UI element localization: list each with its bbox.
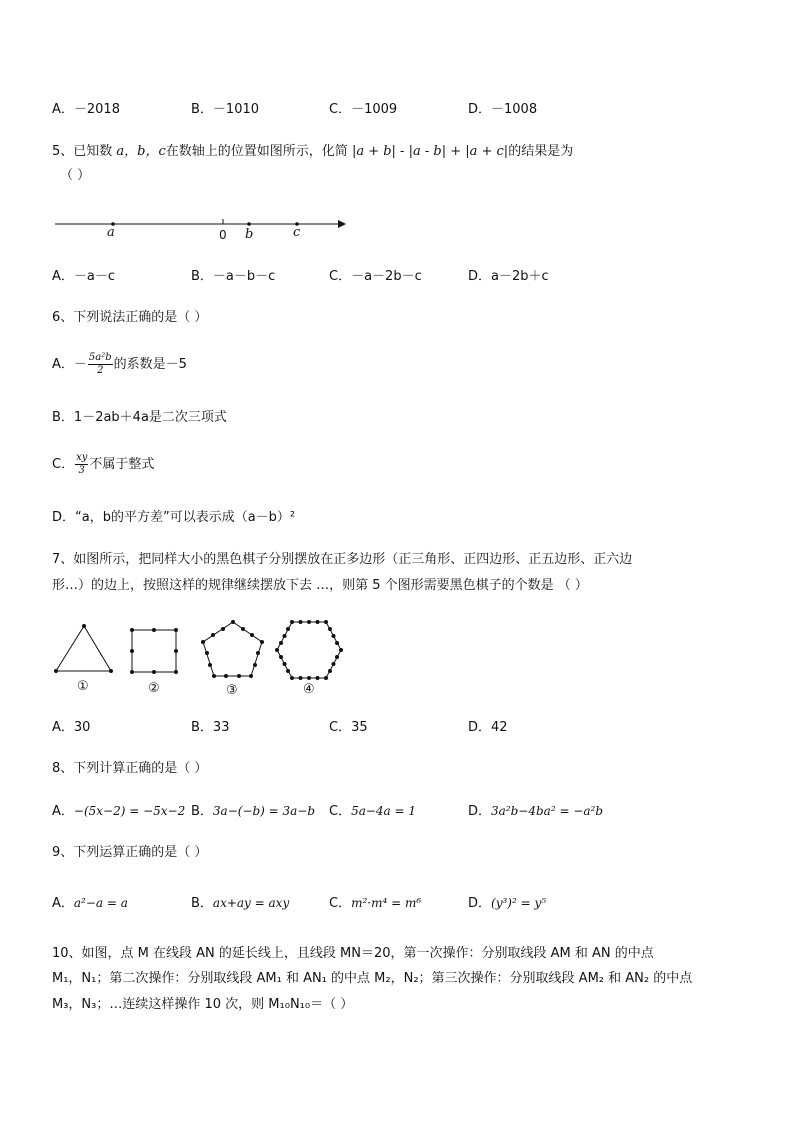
q7-figure-label-1: ① [77, 679, 89, 694]
q5-answer-paren: （ ） [60, 168, 91, 183]
q8-d-label: D． [468, 804, 492, 819]
q8-a-expression: −(5x−2) = −5x−2 [73, 804, 186, 818]
q5-axis-label-c: c [293, 225, 301, 240]
q6-c-suffix: 不属于整式 [89, 457, 155, 472]
q8-c-label: C． [329, 804, 352, 819]
q7-stem-line2: 形…）的边上，按照这样的规律继续摆放下去 …，则第 5 个图形需要黑色棋子的个数是 （ ） [52, 578, 588, 593]
q5-option-c: C．－a－2b－c [329, 269, 422, 284]
q9-c-label: C． [329, 896, 352, 911]
q6-c-numerator: xy [76, 452, 88, 463]
q6-a-prefix: A．－ [52, 357, 87, 372]
q7-option-c: C．35 [329, 720, 368, 735]
q4-option-d: D．－1008 [468, 102, 538, 117]
q9-option-c [329, 894, 421, 913]
q5-axis-label-a: a [107, 225, 115, 240]
q4-option-c: C．－1009 [329, 102, 398, 117]
q6-a-suffix: 的系数是－5 [113, 357, 187, 372]
q8-option-c [329, 802, 416, 821]
q9-a-label: A． [52, 896, 74, 911]
q9-a-expression: a²−a = a [73, 896, 128, 910]
q5-axis-label-zero: 0 [219, 228, 227, 242]
q4-option-b: B．－1010 [191, 102, 260, 117]
q5-prefix: 5、已知数 [52, 144, 113, 159]
q7-figure-pentagon [201, 620, 264, 678]
q8-stem: 8、下列计算正确的是（ ） [52, 761, 208, 776]
q10-stem-line1: 10、如图，点 M 在线段 AN 的延长线上，且线段 MN＝20，第一次操作：分别取线段 AM 和 AN 的中点 [52, 946, 654, 961]
q9-option-d [468, 894, 546, 913]
q7-option-d: D．42 [468, 720, 508, 735]
q7-figure-label-3: ③ [226, 683, 238, 698]
q6-stem: 6、下列说法正确的是（ ） [52, 310, 208, 325]
q9-option-b [191, 894, 289, 913]
q7-figure-label-4: ④ [303, 682, 315, 697]
q7-figure-label-2: ② [148, 681, 160, 696]
q10-stem-line2: M₁，N₁；第二次操作：分别取线段 AM₁ 和 AN₁ 的中点 M₂，N₂；第三次操作：分别取线段 AM₂ 和 AN₂ 的中点 [52, 971, 693, 986]
q8-b-expression: 3a−(−b) = 3a−b [212, 804, 316, 818]
q7-figure-square [130, 628, 178, 674]
q4-option-a: A．－2018 [52, 102, 120, 117]
q6-c-prefix: C． [52, 457, 75, 472]
q5-axis-label-b: b [245, 227, 254, 242]
q5-option-b: B．－a－b－c [191, 269, 276, 284]
q5-mid: 在数轴上的位置如图所示，化简 [165, 144, 348, 159]
q9-d-expression: (y³)² = y⁵ [491, 896, 547, 910]
q6-c-denominator: 3 [78, 465, 85, 476]
q7-option-a: A．30 [52, 720, 91, 735]
q9-option-a [52, 894, 128, 913]
q7-stem-line1: 7、如图所示，把同样大小的黑色棋子分别摆放在正多边形（正三角形、正四边形、正五边形、正六边 [52, 552, 633, 567]
q8-d-expression: 3a²b−4ba² = −a²b [491, 804, 604, 818]
q9-stem: 9、下列运算正确的是（ ） [52, 845, 208, 860]
q8-b-label: B． [191, 804, 213, 819]
q7-figure-hexagon [275, 620, 343, 680]
q6-option-d: D．“a，b的平方差”可以表示成（a－b）² [52, 510, 296, 525]
q9-d-label: D． [468, 896, 492, 911]
q8-a-label: A． [52, 804, 74, 819]
q8-option-d [468, 802, 603, 821]
q5-vars: a，b，c [116, 144, 166, 159]
q9-c-expression: m²·m⁴ = m⁶ [351, 896, 422, 910]
q5-expression: |a + b| - |a - b| + |a + c| [351, 144, 509, 159]
q9-b-label: B． [191, 896, 213, 911]
q6-option-b: B．1－2ab＋4a是二次三项式 [52, 410, 227, 425]
q6-a-denominator: 2 [97, 365, 104, 376]
q5-option-d: D．a－2b＋c [468, 269, 549, 284]
q8-c-expression: 5a−4a = 1 [351, 804, 417, 818]
q9-b-expression: ax+ay = axy [212, 896, 290, 910]
q5-option-a: A．－a－c [52, 269, 116, 284]
q7-option-b: B．33 [191, 720, 230, 735]
q8-option-a [52, 802, 185, 821]
q7-figure-triangle [54, 624, 113, 673]
q5-suffix: 的结果是为 [508, 144, 574, 159]
q8-option-b [191, 802, 315, 821]
q10-stem-line3: M₃，N₃；…连续这样操作 10 次，则 M₁₀N₁₀＝（ ） [52, 997, 354, 1012]
q6-a-numerator: 5a²b [88, 352, 112, 363]
